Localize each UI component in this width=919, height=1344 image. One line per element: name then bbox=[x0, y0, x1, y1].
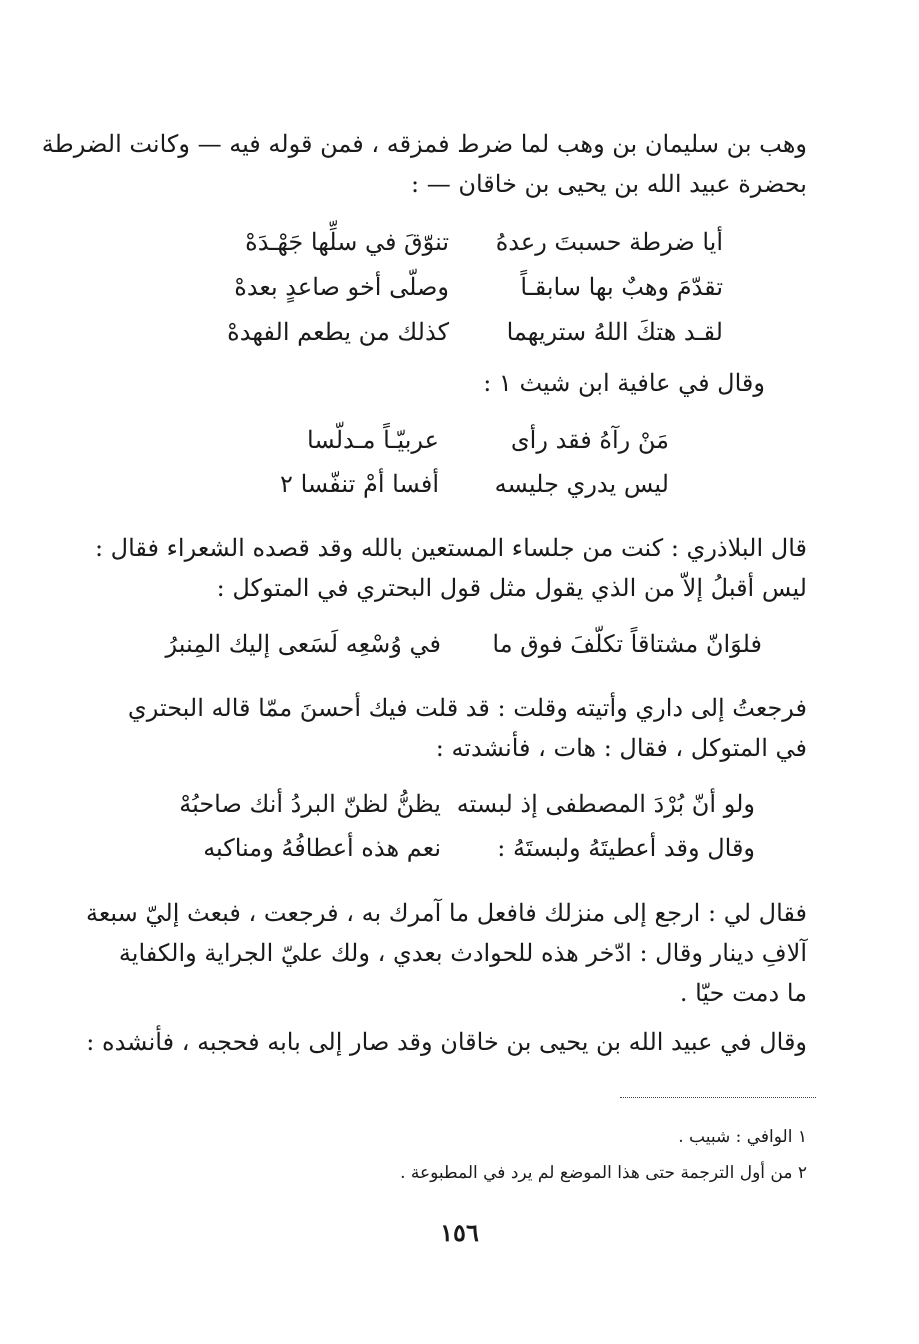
verse-second-hemistich: أفسا أمْ تنفّسا ٢ bbox=[280, 470, 439, 498]
poem-verse bbox=[0, 826, 919, 870]
text-line: بحضرة عبيد الله بن يحيى بن خاقان — : bbox=[411, 170, 807, 198]
poem-verse bbox=[0, 782, 919, 826]
verse-second-hemistich: في وُسْعِه لَسَعى إليك المِنبرُ bbox=[165, 630, 441, 658]
footnote: ٢ من أول الترجمة حتى هذا الموضع لم يرد في المطبوعة . bbox=[400, 1163, 807, 1183]
poem-verse bbox=[0, 265, 919, 309]
text-line: فرجعتُ إلى داري وأتيته وقلت : قد قلت فيك أحسنَ ممّا قاله البحتري bbox=[127, 694, 807, 722]
verse-second-hemistich: كذلك من يطعم الفهدهْ bbox=[227, 318, 449, 346]
text-line: وقال في عبيد الله بن يحيى بن خاقان وقد صار إلى بابه فحجبه ، فأنشده : bbox=[86, 1028, 807, 1056]
text-line: ليس أقبلُ إلاّ من الذي يقول مثل قول البحتري في المتوكل : bbox=[216, 574, 807, 602]
verse-first-hemistich: فلوَانّ مشتاقاً تكلّفَ فوق ما bbox=[492, 630, 762, 658]
text-line: في المتوكل ، فقال : هات ، فأنشدته : bbox=[435, 734, 807, 762]
verse-first-hemistich: وقال وقد أعطيتَهُ ولبستَهُ : bbox=[497, 834, 755, 862]
text-line: قال البلاذري : كنت من جلساء المستعين بالله وقد قصده الشعراء فقال : bbox=[94, 534, 807, 562]
footnote: ١ الوافي : شبيب . bbox=[678, 1127, 807, 1147]
poem-verse bbox=[0, 418, 919, 462]
paragraph bbox=[85, 893, 807, 1013]
poem-verse bbox=[0, 220, 919, 264]
text-line: وقال في عافية ابن شيث ١ : bbox=[483, 369, 765, 397]
page-number: ١٥٦ bbox=[440, 1218, 479, 1247]
verse-first-hemistich: ولو أنّ بُرْدَ المصطفى إذ لبسته bbox=[456, 790, 755, 818]
text-line: ما دمت حيّا . bbox=[679, 979, 807, 1007]
poem-intro bbox=[365, 363, 765, 403]
poem-verse bbox=[0, 622, 919, 666]
verse-second-hemistich: عربيّـاً مـدلّسا bbox=[307, 426, 439, 454]
footnote-separator bbox=[620, 1097, 816, 1098]
text-line: آلافِ دينار وقال : ادّخر هذه للحوادث بعدي ، ولك عليّ الجراية والكفاية bbox=[118, 939, 807, 967]
paragraph bbox=[94, 528, 807, 608]
verse-second-hemistich: يظنُّ لظنّ البردُ أنك صاحبُهْ bbox=[179, 790, 441, 818]
paragraph bbox=[86, 1022, 807, 1062]
paragraph bbox=[109, 688, 807, 768]
verse-first-hemistich: أيا ضرطة حسبتَ رعدهُ bbox=[495, 228, 723, 256]
text-line: فقال لي : ارجع إلى منزلك فافعل ما آمرك به ، فرجعت ، فبعث إليّ سبعة bbox=[85, 899, 807, 927]
verse-second-hemistich: تنوّقَ في سلِّها جَهْـدَهْ bbox=[245, 228, 449, 256]
text-line: وهب بن سليمان بن وهب لما ضرط فمزقه ، فمن قوله فيه — وكانت الضرطة bbox=[41, 130, 807, 158]
verse-first-hemistich: تقدّمَ وهبٌ بها سابقـاً bbox=[520, 273, 723, 301]
verse-second-hemistich: وصلّى أخو صاعدٍ بعدهْ bbox=[234, 273, 449, 301]
poem-verse bbox=[0, 462, 919, 506]
verse-first-hemistich: مَنْ رآهُ فقد رأى bbox=[510, 426, 669, 454]
verse-second-hemistich: نعم هذه أعطافُهُ ومناكبه bbox=[203, 834, 441, 862]
verse-first-hemistich: لقـد هتكَ اللهُ ستريهما bbox=[506, 318, 723, 346]
intro-paragraph bbox=[41, 124, 807, 204]
verse-first-hemistich: ليس يدري جليسه bbox=[494, 470, 669, 498]
poem-verse bbox=[0, 310, 919, 354]
